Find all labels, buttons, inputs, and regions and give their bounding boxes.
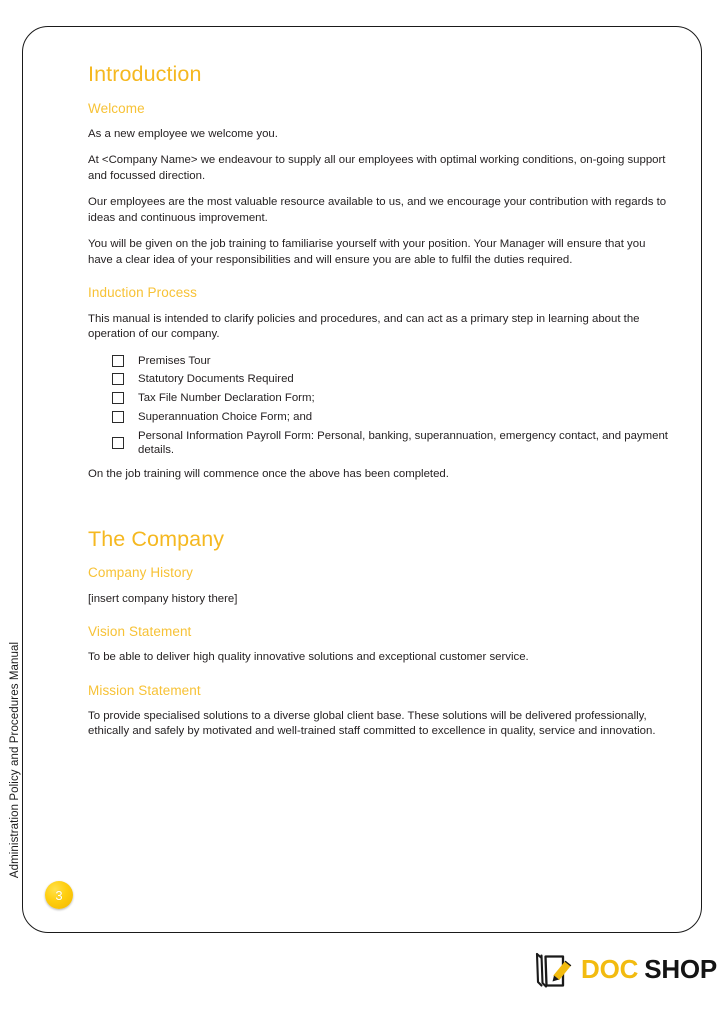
- document-spine-label: [0, 640, 30, 880]
- list-item: [112, 429, 672, 458]
- checkbox-icon[interactable]: [112, 392, 124, 404]
- checklist-label: Tax File Number Declaration Form;: [138, 392, 315, 405]
- subheading-vision-statement: Vision Statement: [88, 624, 192, 639]
- subheading-welcome: Welcome: [88, 100, 145, 116]
- logo-word-doc: DOC: [581, 954, 639, 984]
- paragraph-welcome-1: As a new employee we welcome you.: [88, 127, 278, 140]
- paragraph-welcome-2: At <Company Name> we endeavour to supply all our employees with optimal working conditions, on-going support and focussed direction.: [88, 154, 666, 182]
- paragraph-induction-closing: On the job training will commence once the above has been completed.: [88, 468, 449, 481]
- logo-word-shop: SHOP: [644, 954, 718, 984]
- checkbox-icon[interactable]: [112, 355, 124, 367]
- document-pencil-icon: [532, 948, 578, 990]
- checklist-label: Statutory Documents Required: [138, 373, 294, 386]
- logo-wordmark: [581, 956, 717, 982]
- subheading-induction-process: Induction Process: [88, 285, 198, 301]
- checkbox-icon[interactable]: [112, 411, 124, 423]
- checkbox-icon[interactable]: [112, 437, 124, 449]
- spine-label-text: Administration Policy and Procedures Manual: [9, 641, 21, 879]
- induction-checklist: [88, 354, 672, 458]
- paragraph-welcome-4: You will be given on the job training to familiarise yourself with your position. Your Manager will ensure that you have a clear idea of your responsibilities and will ensure you are able to fulfil the duties required.: [88, 238, 646, 266]
- paragraph-vision-statement: To be able to deliver high quality innovative solutions and exceptional customer service.: [88, 651, 529, 664]
- document-content: [88, 62, 672, 751]
- checklist-label: Personal Information Payroll Form: Personal, banking, superannuation, emergency contact, and payment details.: [138, 429, 668, 456]
- page-number-badge: [45, 881, 73, 909]
- subheading-company-history: Company History: [88, 565, 194, 581]
- checkbox-icon[interactable]: [112, 373, 124, 385]
- heading-the-company: The Company: [88, 526, 225, 551]
- list-item: [112, 391, 672, 405]
- checklist-label: Premises Tour: [138, 354, 211, 367]
- subheading-mission-statement: Mission Statement: [88, 682, 201, 698]
- paragraph-mission-statement: To provide specialised solutions to a diverse global client base. These solutions will be delivered professionally, ethically and safely by motivated and well-trained staff committed to excellence in quality, service and innovation.: [88, 709, 656, 738]
- paragraph-induction-intro: This manual is intended to clarify policies and procedures, and can act as a primary step in learning about the operation of our company.: [88, 312, 640, 341]
- paragraph-welcome-3: Our employees are the most valuable resource available to us, and we encourage your contribution with regards to ideas and continuous improvement.: [88, 196, 667, 224]
- paragraph-company-history: [insert company history there]: [88, 592, 238, 605]
- page-number-text: 3: [55, 887, 63, 903]
- doc-shop-logo: [532, 948, 717, 990]
- list-item: [112, 372, 672, 386]
- list-item: [112, 354, 672, 368]
- heading-introduction: Introduction: [88, 62, 202, 86]
- list-item: [112, 410, 672, 424]
- checklist-label: Superannuation Choice Form; and: [138, 410, 313, 423]
